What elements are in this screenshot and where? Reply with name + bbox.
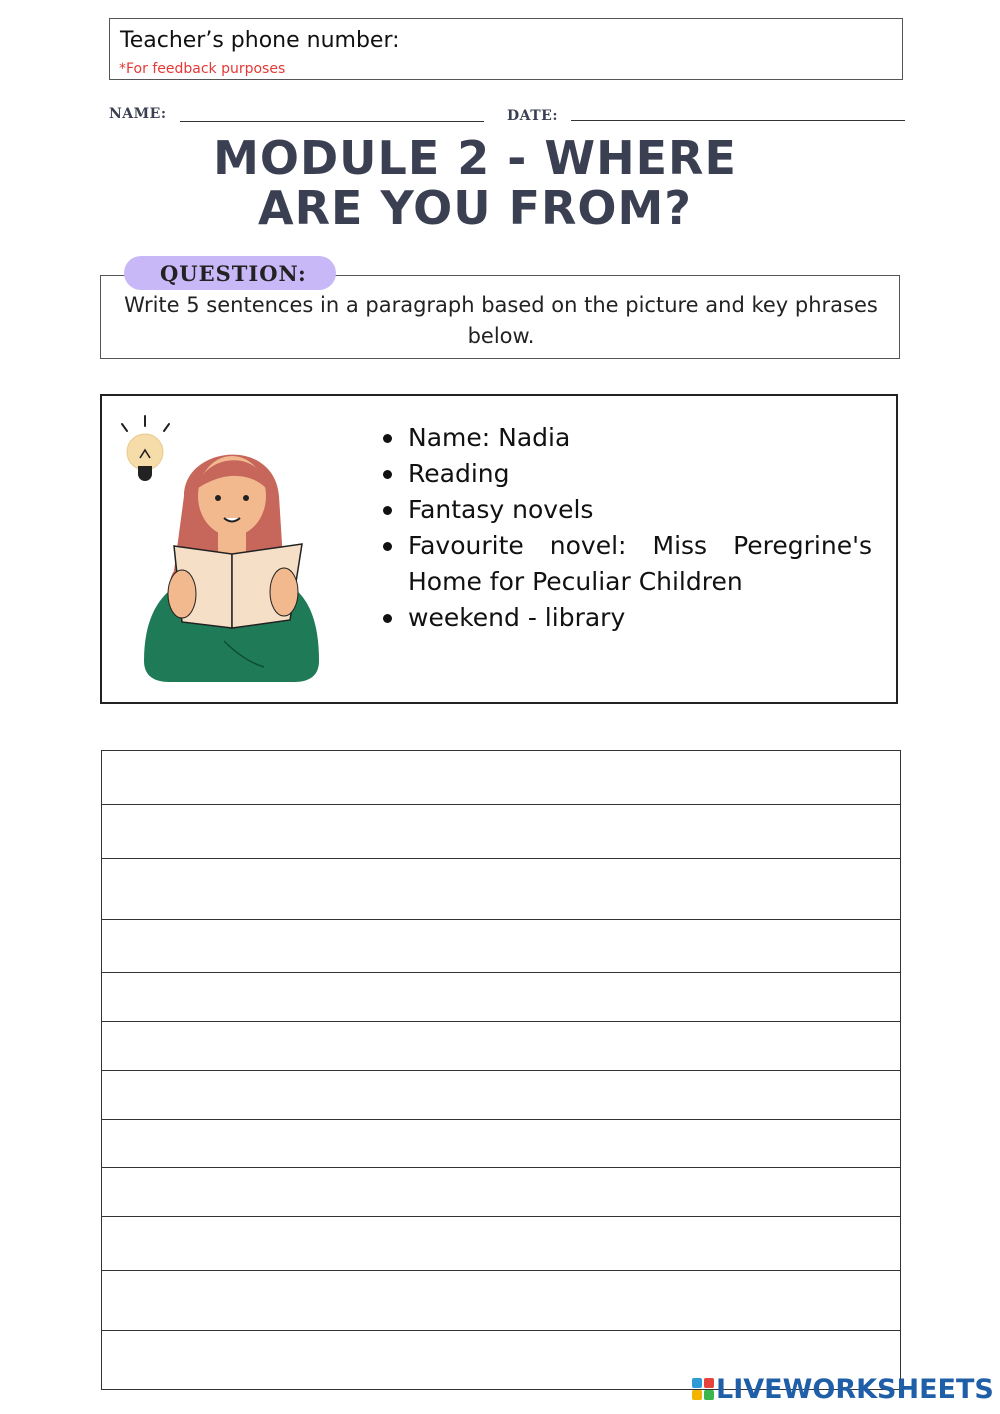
writing-line — [102, 919, 900, 920]
writing-line — [102, 858, 900, 859]
list-item — [378, 492, 872, 528]
light-bulb-icon — [122, 416, 169, 431]
page-title — [150, 133, 800, 233]
teacher-phone-box — [109, 18, 903, 80]
liveworksheets-icon — [692, 1378, 714, 1400]
bullet-icon — [383, 470, 392, 479]
bullet-icon — [383, 506, 392, 515]
list-item — [378, 420, 872, 456]
name-field[interactable] — [180, 121, 484, 122]
list-item — [378, 456, 872, 492]
writing-line — [102, 1119, 900, 1120]
feedback-note: *For feedback purposes — [119, 61, 286, 77]
list-item — [378, 600, 872, 636]
writing-area[interactable] — [101, 750, 901, 1390]
writing-line — [102, 1070, 900, 1071]
list-item — [378, 528, 872, 600]
writing-line — [102, 1216, 900, 1217]
title-line-1: MODULE 2 - WHERE — [213, 131, 737, 185]
bullet-icon — [383, 542, 392, 551]
teacher-phone-label: Teacher’s phone number: — [120, 28, 400, 53]
title-line-2: ARE YOU FROM? — [257, 181, 692, 235]
key-phrase: weekend - library — [408, 603, 626, 632]
girl-reading-icon — [114, 406, 354, 691]
key-phrase-list — [378, 420, 872, 636]
writing-line — [102, 1330, 900, 1331]
writing-line — [102, 972, 900, 973]
bullet-icon — [383, 614, 392, 623]
name-label: NAME: — [109, 106, 167, 122]
question-label: QUESTION: — [160, 261, 307, 286]
date-label: DATE: — [507, 108, 558, 124]
watermark-text: LIVEWORKSHEETS — [716, 1374, 994, 1405]
key-phrase: Reading — [408, 459, 510, 488]
key-phrase: Name: Nadia — [408, 423, 571, 452]
bullet-icon — [383, 434, 392, 443]
writing-line — [102, 804, 900, 805]
writing-line — [102, 1270, 900, 1271]
question-text: Write 5 sentences in a paragraph based on the picture and key phrases below. — [124, 293, 878, 348]
writing-line — [102, 1167, 900, 1168]
key-phrases-box — [100, 394, 898, 704]
writing-line — [102, 1021, 900, 1022]
question-badge — [124, 256, 336, 290]
key-phrase: Fantasy novels — [408, 495, 594, 524]
date-field[interactable] — [571, 120, 905, 121]
key-phrase: Favourite novel: Miss Peregrine's Home for Peculiar Children — [408, 531, 872, 596]
